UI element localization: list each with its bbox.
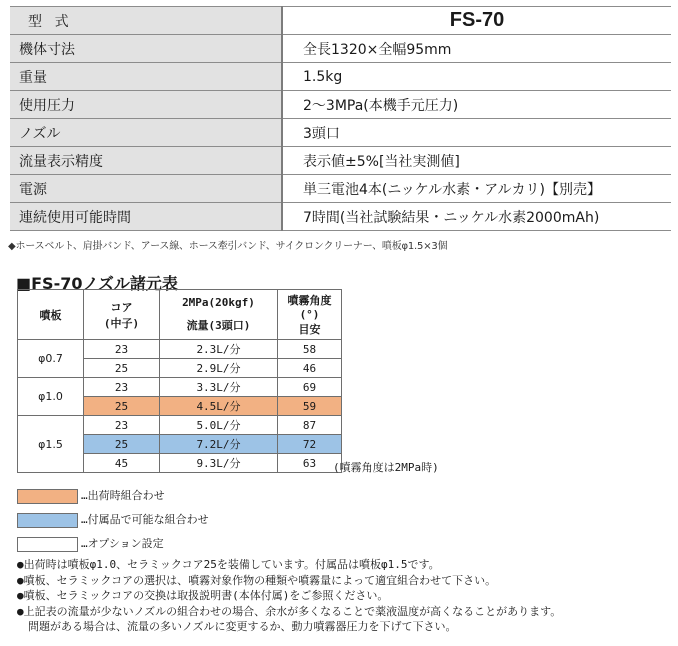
note-item: ●出荷時は噴板φ1.0、セラミックコア25を装備しています。付属品は噴板φ1.5です。 xyxy=(17,558,440,571)
spec-value: 全長1320×全幅95mm xyxy=(282,35,671,63)
legend-swatch-blue xyxy=(17,513,78,528)
angle-value: 63 xyxy=(278,454,342,473)
core-value: 25 xyxy=(84,397,160,416)
spec-value: 2〜3MPa(本機手元圧力) xyxy=(282,91,671,119)
nozzle-table-title: ■FS-70ノズル諸元表 xyxy=(16,274,178,293)
header-core xyxy=(84,290,160,340)
header-core-line1: コア xyxy=(110,300,133,314)
note-item: 問題がある場合は、流量の多いノズルに変更するか、動力噴霧器圧力を下げて下さい。 xyxy=(17,620,457,633)
note-item: ●噴板、セラミックコアの選択は、噴霧対象作物の種類や噴霧量によって適宜組合わせて下さい。 xyxy=(17,573,497,587)
spec-row xyxy=(10,35,671,63)
header-flow-line2: 流量(3頭口) xyxy=(186,319,251,332)
spec-label: ノズル xyxy=(10,119,282,147)
header-angle-line1: 噴霧角度 xyxy=(287,294,332,307)
spec-row xyxy=(10,147,671,175)
nozzle-header-row xyxy=(18,290,342,340)
header-angle-line3: 目安 xyxy=(298,323,321,336)
spec-value: 3頭口 xyxy=(282,119,671,147)
legend-label: …付属品で可能な組合わせ xyxy=(81,513,209,526)
flow-value: 4.5L/分 xyxy=(160,397,278,416)
spec-row xyxy=(10,119,671,147)
accessories-note: ◆ホースベルト、肩掛バンド、アース線、ホース牽引バンド、サイクロンクリーナー、噴板φ1.5×3個 xyxy=(8,241,448,252)
header-flow xyxy=(160,290,278,340)
legend-label: …出荷時組合わせ xyxy=(81,489,165,502)
spec-label: 電源 xyxy=(10,175,282,203)
angle-value: 58 xyxy=(278,340,342,359)
flow-value: 7.2L/分 xyxy=(160,435,278,454)
flow-value: 5.0L/分 xyxy=(160,416,278,435)
header-flow-line1: 2MPa(20kgf) xyxy=(182,296,255,309)
plate-size: φ1.0 xyxy=(18,378,84,416)
header-angle-line2: (°) xyxy=(299,308,320,321)
spec-row xyxy=(10,175,671,203)
model-name: FS-70 xyxy=(282,7,671,35)
note-item: ●上記表の流量が少ないノズルの組合わせの場合、余水が多くなることで薬液温度が高くなることがあります。 xyxy=(17,604,562,618)
spec-header-row xyxy=(10,7,671,35)
legend-swatch-white xyxy=(17,537,78,552)
spec-value: 1.5kg xyxy=(282,63,671,91)
angle-value: 69 xyxy=(278,378,342,397)
spec-label: 使用圧力 xyxy=(10,91,282,119)
table-row xyxy=(18,416,342,435)
angle-value: 59 xyxy=(278,397,342,416)
table-row xyxy=(18,378,342,397)
legend-swatch-orange xyxy=(17,489,78,504)
plate-size: φ1.5 xyxy=(18,416,84,473)
header-core-line2: (中子) xyxy=(103,316,140,330)
nozzle-table xyxy=(17,289,342,473)
header-angle xyxy=(278,290,342,340)
flow-value: 2.9L/分 xyxy=(160,359,278,378)
legend-item-option xyxy=(17,535,164,552)
core-value: 23 xyxy=(84,340,160,359)
spec-row xyxy=(10,91,671,119)
legend-label: …オプション設定 xyxy=(81,537,164,550)
spec-row xyxy=(10,63,671,91)
spec-label: 流量表示精度 xyxy=(10,147,282,175)
angle-value: 46 xyxy=(278,359,342,378)
legend-item-shipping xyxy=(17,487,165,504)
flow-value: 2.3L/分 xyxy=(160,340,278,359)
angle-value: 87 xyxy=(278,416,342,435)
legend-item-accessory xyxy=(17,511,209,528)
spec-value: 表示値±5%[当社実測値] xyxy=(282,147,671,175)
core-value: 23 xyxy=(84,416,160,435)
spec-value: 7時間(当社試験結果・ニッケル水素2000mAh) xyxy=(282,203,671,231)
spec-header-label: 型式 xyxy=(10,7,282,35)
spec-label: 重量 xyxy=(10,63,282,91)
notes-list xyxy=(17,557,561,635)
spray-angle-note: (噴霧角度は2MPa時) xyxy=(333,461,439,474)
spec-label: 機体寸法 xyxy=(10,35,282,63)
header-plate-label: 噴板 xyxy=(39,308,62,322)
angle-value: 72 xyxy=(278,435,342,454)
core-value: 25 xyxy=(84,435,160,454)
spec-row xyxy=(10,203,671,231)
table-row xyxy=(18,340,342,359)
spec-value: 単三電池4本(ニッケル水素・アルカリ)【別売】 xyxy=(282,175,671,203)
core-value: 25 xyxy=(84,359,160,378)
spec-table xyxy=(10,6,671,231)
header-plate xyxy=(18,290,84,340)
core-value: 45 xyxy=(84,454,160,473)
spec-label: 連続使用可能時間 xyxy=(10,203,282,231)
flow-value: 9.3L/分 xyxy=(160,454,278,473)
flow-value: 3.3L/分 xyxy=(160,378,278,397)
core-value: 23 xyxy=(84,378,160,397)
note-item: ●噴板、セラミックコアの交換は取扱説明書(本体付属)をご参照ください。 xyxy=(17,589,389,602)
plate-size: φ0.7 xyxy=(18,340,84,378)
